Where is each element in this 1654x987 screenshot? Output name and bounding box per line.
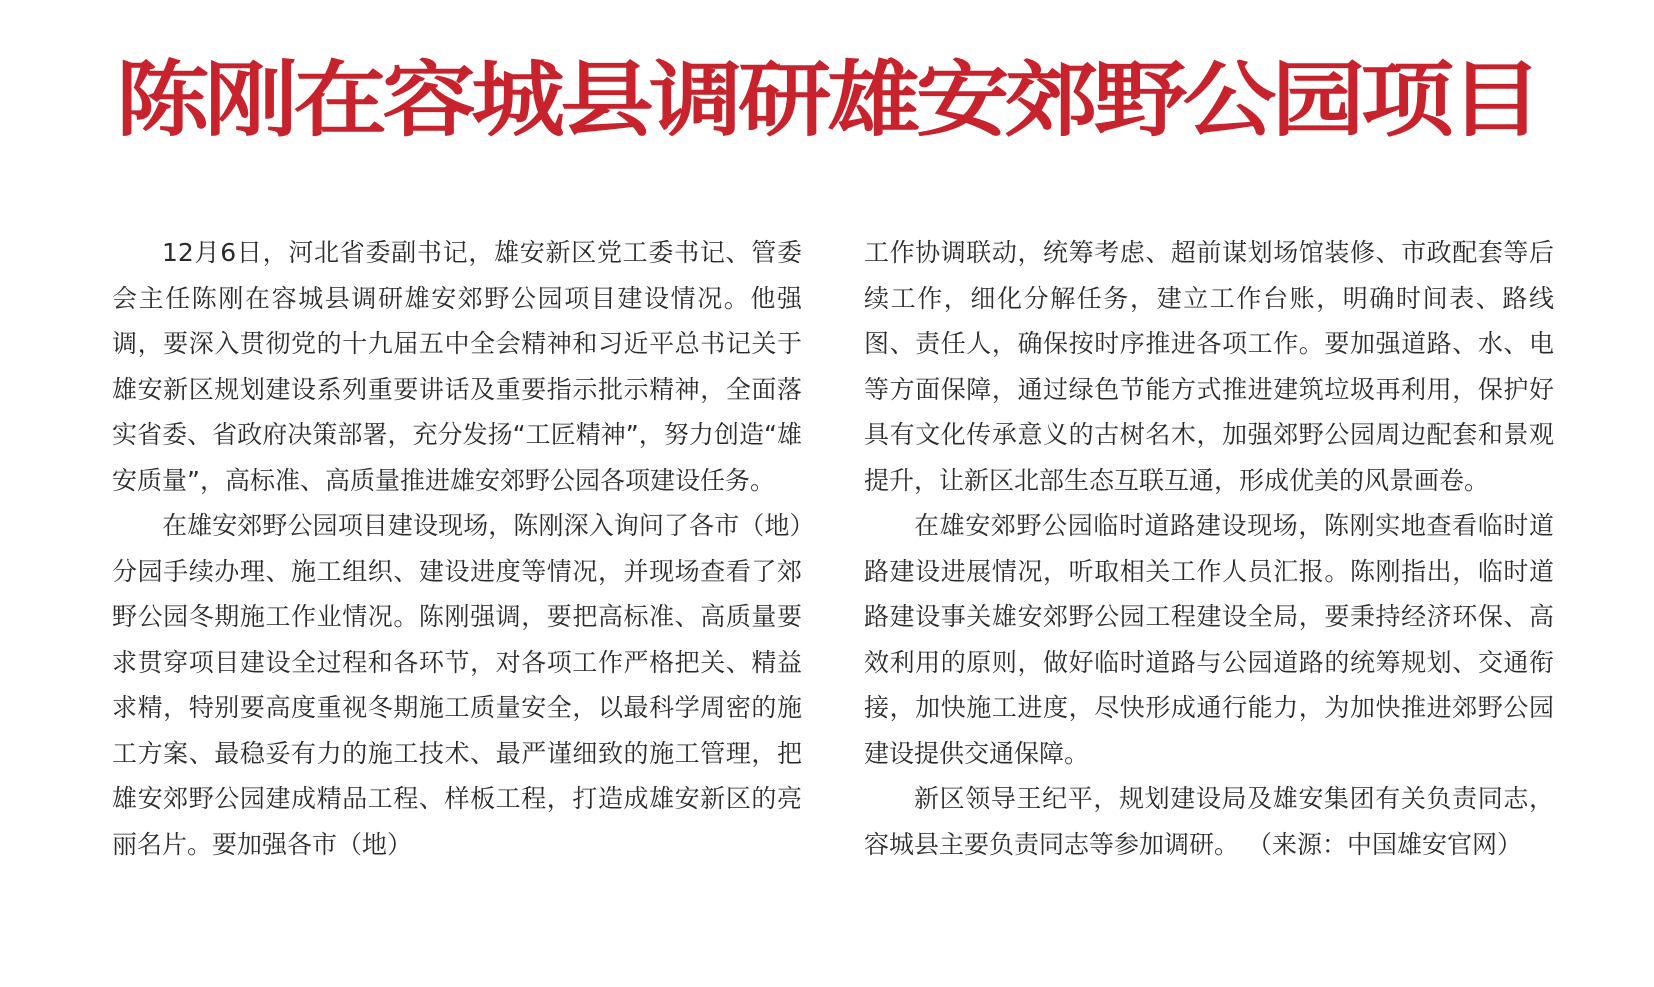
paragraph: 新区领导王纪平，规划建设局及雄安集团有关负责同志，容城县主要负责同志等参加调研。 （来源：中国雄安官网） [864, 784, 1554, 859]
paragraph: 12月6日，河北省委副书记，雄安新区党工委书记、管委会主任陈刚在容城县调研雄安郊野公园项目建设情况。他强调，要深入贯彻党的十九届五中全会精神和习近平总书记关于雄安新区规划建设系列重要讲话及重要指示批示精神，全面落实省委、省政府决策部署，充分发扬“工匠精神”，努力创造“雄安质量”，高标准、高质量推进雄安郊野公园各项建设任务。 [112, 238, 802, 495]
paragraph-continued: 工作协调联动，统筹考虑、超前谋划场馆装修、市政配套等后续工作，细化分解任务，建立工作台账，明确时间表、路线图、责任人，确保按时序推进各项工作。要加强道路、水、电等方面保障，通过绿色节能方式推进建筑垃圾再利用，保护好具有文化传承意义的古树名木，加强郊野公园周边配套和景观提升，让新区北部生态互联互通，形成优美的风景画卷。 [864, 238, 1554, 495]
article-body [112, 230, 1554, 867]
left-column [112, 230, 802, 867]
paragraph: 在雄安郊野公园项目建设现场，陈刚深入询问了各市（地）分园手续办理、施工组织、建设进度等情况，并现场查看了郊野公园冬期施工作业情况。陈刚强调，要把高标准、高质量要求贯穿项目建设全过程和各环节，对各项工作严格把关、精益求精，特别要高度重视冬期施工质量安全，以最科学周密的施工方案、最稳妥有力的施工技术、最严谨细致的施工管理，把雄安郊野公园建成精品工程、样板工程，打造成雄安新区的亮丽名片。要加强各市（地） [112, 511, 802, 859]
right-column [864, 230, 1554, 867]
paragraph: 在雄安郊野公园临时道路建设现场，陈刚实地查看临时道路建设进展情况，听取相关工作人员汇报。陈刚指出，临时道路建设事关雄安郊野公园工程建设全局，要秉持经济环保、高效利用的原则，做好临时道路与公园道路的统筹规划、交通衔接，加快施工进度，尽快形成通行能力，为加快推进郊野公园建设提供交通保障。 [864, 511, 1554, 768]
article-headline: 陈刚在容城县调研雄安郊野公园项目 [115, 52, 1539, 148]
